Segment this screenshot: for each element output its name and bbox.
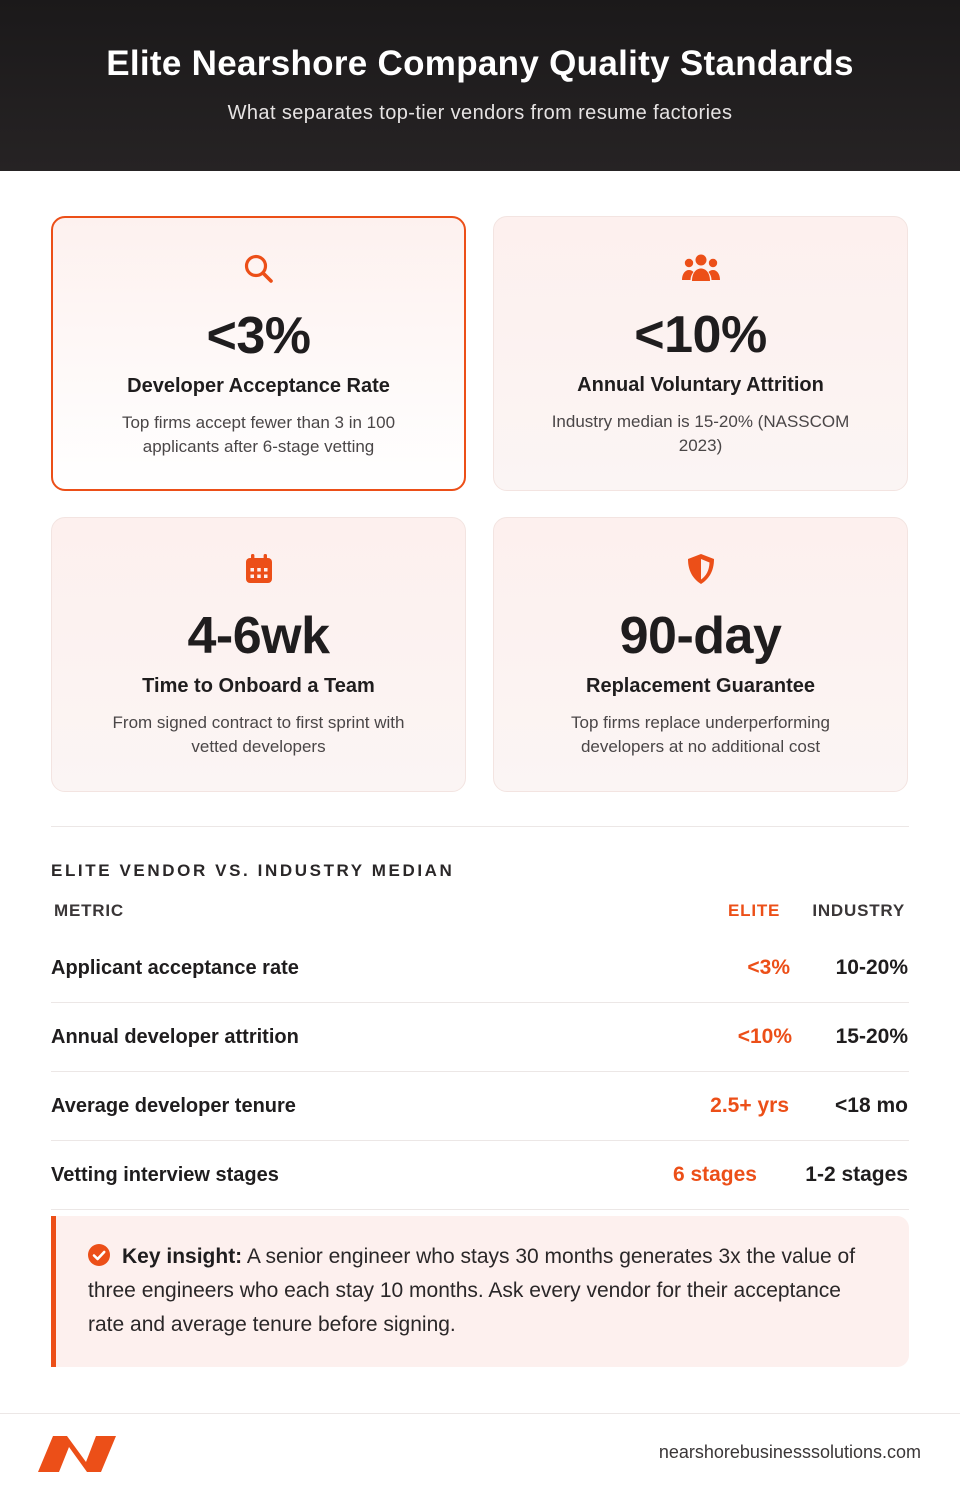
footer-divider [0,1413,960,1414]
people-icon [681,251,721,285]
stat-card-onboarding [51,517,466,792]
shield-icon [684,552,718,586]
stat-value: 90-day [619,607,782,665]
stat-value: <3% [206,307,311,365]
row-elite-value: 6 stages [672,1163,757,1186]
row-metric: Applicant acceptance rate [51,957,299,979]
stat-description: Industry median is 15-20% (NASSCOM 2023) [551,412,850,455]
row-divider [51,1209,909,1210]
column-header-elite: ELITE [728,901,781,920]
page-title: Elite Nearshore Company Quality Standards [106,44,854,83]
magnifier-icon [242,252,276,286]
header [0,0,960,171]
page-subtitle: What separates top-tier vendors from resume factories [227,102,733,124]
stat-label: Annual Voluntary Attrition [577,374,824,396]
calendar-icon [242,552,276,586]
key-insight-label: Key insight: [122,1245,243,1268]
stat-value: <10% [634,306,767,364]
row-metric: Annual developer attrition [51,1026,299,1048]
footer-website[interactable]: nearshorebusinesssolutions.com [658,1442,921,1462]
key-insight-body: A senior engineer who stays 30 months generates 3x the value of three engineers who each stay 10 months. Ask every vendor for their acceptance rate and average tenure before signing. [88,1245,856,1336]
row-industry-value: 1-2 stages [805,1163,908,1186]
brand-logo-icon [38,1432,116,1474]
stat-description: Top firms replace underperforming developers at no additional cost [571,713,830,756]
comparison-title: ELITE VENDOR VS. INDUSTRY MEDIAN [51,861,455,880]
stat-label: Developer Acceptance Rate [127,375,390,397]
check-circle-icon [88,1244,110,1266]
stat-value: 4-6wk [187,607,330,665]
stat-label: Replacement Guarantee [586,675,815,697]
row-elite-value: <3% [747,956,790,979]
stat-label: Time to Onboard a Team [142,675,375,697]
stat-description: From signed contract to first sprint with vetted developers [112,713,405,756]
key-insight-text [88,1240,879,1342]
column-header-industry: INDUSTRY [812,901,905,920]
stat-card-acceptance [51,216,466,491]
row-industry-value: <18 mo [835,1094,908,1117]
column-header-metric: METRIC [54,901,124,920]
row-elite-value: 2.5+ yrs [710,1094,789,1117]
stat-card-guarantee [493,517,908,792]
row-divider [51,1002,909,1003]
row-divider [51,1140,909,1141]
row-metric: Average developer tenure [51,1095,296,1117]
section-divider [51,826,909,827]
stat-description: Top firms accept fewer than 3 in 100 applicants after 6-stage vetting [121,413,396,456]
key-insight-box [51,1216,909,1367]
row-industry-value: 10-20% [835,956,908,979]
row-divider [51,1071,909,1072]
row-industry-value: 15-20% [835,1025,908,1048]
row-metric: Vetting interview stages [51,1164,279,1186]
stat-card-attrition [493,216,908,491]
row-elite-value: <10% [737,1025,792,1048]
